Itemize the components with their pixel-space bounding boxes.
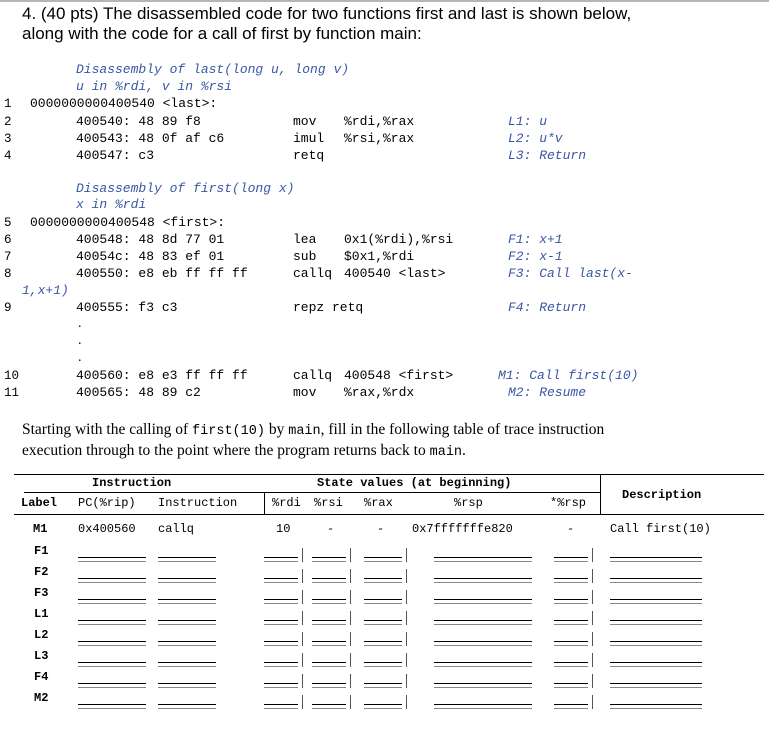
fill-in-blank[interactable] [264, 704, 298, 705]
fill-in-blank-shadow [364, 645, 402, 646]
fill-in-blank-shadow [264, 624, 298, 625]
fill-in-blank[interactable] [78, 641, 146, 642]
header-bottom-rule [14, 514, 764, 515]
column-tick [406, 674, 407, 688]
fill-in-blank[interactable] [312, 683, 346, 684]
code-comment: L1: u [508, 114, 548, 129]
fill-in-blank-shadow [554, 582, 588, 583]
header-vrule [600, 475, 601, 515]
code-comment-wrap: 1,x+1) [22, 283, 69, 298]
header-description: Description [622, 488, 702, 502]
column-tick [350, 548, 351, 562]
fill-in-blank-shadow [610, 582, 702, 583]
fill-in-blank-shadow [554, 645, 588, 646]
fill-in-blank-shadow [434, 582, 532, 583]
fill-in-blank-shadow [610, 666, 702, 667]
fill-in-blank[interactable] [434, 620, 532, 621]
header-rdi: %rdi [272, 496, 301, 510]
fill-in-blank[interactable] [78, 683, 146, 684]
fill-in-blank[interactable] [78, 704, 146, 705]
para-text: , fill in the following table of trace instruction [320, 421, 605, 438]
code-label-last: 0000000000400540 <last>: [30, 96, 218, 111]
fill-in-blank-shadow [312, 645, 346, 646]
fill-in-blank-shadow [434, 561, 532, 562]
para-code: main [429, 445, 463, 460]
fill-in-blank-shadow [554, 708, 588, 709]
fill-in-blank-shadow [158, 708, 216, 709]
fill-in-blank-shadow [78, 624, 146, 625]
fill-in-blank[interactable] [610, 683, 702, 684]
code-address: 400560: e8 e3 ff ff ff [76, 368, 248, 383]
header-state-group: State values (at beginning) [317, 476, 512, 490]
fill-in-blank-shadow [264, 666, 298, 667]
row-label: M1 [33, 522, 48, 536]
code-mnemonic: retq [293, 148, 325, 163]
fill-in-blank-shadow [158, 666, 216, 667]
column-tick [302, 674, 303, 688]
fill-in-blank[interactable] [158, 683, 216, 684]
fill-in-blank-shadow [554, 624, 588, 625]
fill-in-blank[interactable] [364, 557, 402, 558]
fill-in-blank[interactable] [158, 704, 216, 705]
fill-in-blank[interactable] [434, 641, 532, 642]
code-operands: 400540 <last> [344, 266, 446, 281]
column-tick [592, 548, 593, 562]
fill-in-blank-shadow [434, 687, 532, 688]
line-number: 3 [4, 132, 12, 146]
fill-in-blank-shadow [434, 624, 532, 625]
code-comment: M2: Resume [508, 385, 587, 400]
fill-in-blank[interactable] [312, 662, 346, 663]
column-tick [592, 590, 593, 604]
fill-in-blank[interactable] [364, 683, 402, 684]
fill-in-blank-shadow [312, 666, 346, 667]
cell-mem-rsp: - [567, 522, 575, 536]
line-number: 1 [4, 97, 12, 111]
first-disassembly-header: Disassembly of first(long x) [76, 181, 295, 196]
fill-in-blank-shadow [158, 645, 216, 646]
cell-instruction: callq [158, 522, 195, 536]
fill-in-blank-shadow [78, 645, 146, 646]
column-tick [302, 569, 303, 583]
fill-in-blank[interactable] [78, 557, 146, 558]
fill-in-blank-shadow [158, 582, 216, 583]
fill-in-blank[interactable] [554, 599, 588, 600]
fill-in-blank-shadow [78, 666, 146, 667]
fill-in-blank-shadow [364, 603, 402, 604]
fill-in-blank-shadow [364, 561, 402, 562]
fill-in-blank[interactable] [264, 578, 298, 579]
code-mnemonic: mov [293, 114, 317, 129]
cell-rax: - [377, 522, 385, 536]
para-text: Starting with the calling of [22, 421, 193, 438]
code-operands: 0x1(%rdi),%rsi [344, 232, 454, 247]
fill-in-blank[interactable] [78, 620, 146, 621]
column-tick [302, 695, 303, 709]
fill-in-blank-shadow [610, 603, 702, 604]
code-operands: %rsi,%rax [344, 131, 415, 146]
header-vrule [264, 492, 265, 515]
fill-in-blank-shadow [610, 561, 702, 562]
line-number: 10 [4, 369, 20, 383]
fill-in-blank-shadow [554, 561, 588, 562]
ellipsis-dot: . [78, 333, 82, 348]
fill-in-blank[interactable] [264, 557, 298, 558]
fill-in-blank[interactable] [554, 704, 588, 705]
code-operands: $0x1,%rdi [344, 249, 415, 264]
code-operands: 400548 <first> [344, 368, 454, 383]
row-label: F4 [34, 670, 49, 684]
fill-in-blank-shadow [78, 561, 146, 562]
fill-in-blank[interactable] [554, 578, 588, 579]
fill-in-blank[interactable] [610, 704, 702, 705]
header-mid-rule [24, 492, 600, 493]
code-mnemonic: mov [293, 385, 317, 400]
column-tick [406, 569, 407, 583]
fill-in-blank-shadow [364, 582, 402, 583]
para-text: by [264, 421, 289, 438]
fill-in-blank[interactable] [312, 620, 346, 621]
fill-in-blank-shadow [264, 687, 298, 688]
fill-in-blank[interactable] [610, 620, 702, 621]
instructions-paragraph [22, 420, 762, 462]
column-tick [406, 695, 407, 709]
fill-in-blank-shadow [312, 708, 346, 709]
fill-in-blank-shadow [434, 603, 532, 604]
code-comment: M1: Call first(10) [498, 368, 639, 383]
para-code: main [288, 424, 321, 439]
code-address: 40054c: 48 83 ef 01 [76, 249, 225, 264]
fill-in-blank[interactable] [364, 620, 402, 621]
fill-in-blank[interactable] [554, 620, 588, 621]
column-tick [350, 590, 351, 604]
code-address: 400550: e8 eb ff ff ff [76, 266, 248, 281]
column-tick [592, 674, 593, 688]
code-comment: L3: Return [508, 148, 587, 163]
header-instruction: Instruction [158, 496, 238, 510]
fill-in-blank-shadow [312, 624, 346, 625]
fill-in-blank-shadow [158, 624, 216, 625]
fill-in-blank-shadow [364, 708, 402, 709]
code-address: 400548: 48 8d 77 01 [76, 232, 225, 247]
fill-in-blank[interactable] [434, 599, 532, 600]
code-comment: F3: Call last(x- [508, 266, 633, 281]
last-args: u in %rdi, v in %rsi [76, 79, 233, 94]
row-label: L3 [34, 649, 49, 663]
fill-in-blank[interactable] [312, 578, 346, 579]
code-address: 400555: f3 c3 [76, 300, 178, 315]
code-mnemonic: repz retq [293, 300, 364, 315]
column-tick [592, 611, 593, 625]
code-address: 400543: 48 0f af c6 [76, 131, 225, 146]
fill-in-blank[interactable] [312, 599, 346, 600]
last-disassembly-header: Disassembly of last(long u, long v) [76, 62, 350, 77]
column-tick [406, 653, 407, 667]
cell-rsi: - [327, 522, 335, 536]
fill-in-blank[interactable] [158, 599, 216, 600]
fill-in-blank[interactable] [312, 557, 346, 558]
column-tick [302, 590, 303, 604]
fill-in-blank-shadow [364, 666, 402, 667]
para-text: . [462, 442, 466, 459]
column-tick [350, 569, 351, 583]
fill-in-blank-shadow [312, 603, 346, 604]
fill-in-blank[interactable] [434, 683, 532, 684]
code-mnemonic: lea [293, 232, 317, 247]
code-comment: F2: x-1 [508, 249, 563, 264]
first-args: x in %rdi [76, 197, 147, 212]
fill-in-blank-shadow [364, 687, 402, 688]
fill-in-blank-shadow [554, 687, 588, 688]
fill-in-blank-shadow [434, 645, 532, 646]
fill-in-blank[interactable] [264, 620, 298, 621]
fill-in-blank-shadow [610, 708, 702, 709]
fill-in-blank-shadow [610, 624, 702, 625]
code-comment: L2: u*v [508, 131, 563, 146]
fill-in-blank-shadow [312, 687, 346, 688]
code-mnemonic: callq [293, 368, 333, 383]
row-label: M2 [34, 691, 49, 705]
fill-in-blank[interactable] [264, 662, 298, 663]
column-tick [406, 632, 407, 646]
header-rsi: %rsi [314, 496, 343, 510]
column-tick [406, 590, 407, 604]
column-tick [350, 632, 351, 646]
fill-in-blank-shadow [78, 708, 146, 709]
question-line-1: 4. (40 pts) The disassembled code for two functions first and last is shown below, [22, 4, 632, 23]
column-tick [302, 611, 303, 625]
fill-in-blank[interactable] [264, 599, 298, 600]
code-comment: F1: x+1 [508, 232, 563, 247]
para-code: first(10) [192, 424, 265, 439]
column-tick [592, 695, 593, 709]
fill-in-blank[interactable] [78, 662, 146, 663]
line-number: 5 [4, 216, 12, 230]
question-line-2: along with the code for a call of first by function main: [22, 24, 422, 43]
row-label: L1 [34, 607, 49, 621]
header-pc: PC(%rip) [78, 496, 136, 510]
para-text: execution through to the point where the program returns back to [22, 442, 430, 459]
fill-in-blank-shadow [158, 687, 216, 688]
fill-in-blank-shadow [264, 708, 298, 709]
fill-in-blank-shadow [554, 603, 588, 604]
column-tick [406, 548, 407, 562]
fill-in-blank[interactable] [364, 599, 402, 600]
column-tick [350, 611, 351, 625]
fill-in-blank[interactable] [158, 557, 216, 558]
column-tick [350, 674, 351, 688]
fill-in-blank-shadow [312, 582, 346, 583]
ellipsis-dot: . [78, 350, 82, 365]
fill-in-blank-shadow [610, 687, 702, 688]
column-tick [302, 653, 303, 667]
cell-rdi: 10 [276, 522, 291, 536]
column-tick [406, 611, 407, 625]
code-label-first: 0000000000400548 <first>: [30, 215, 226, 230]
fill-in-blank[interactable] [610, 641, 702, 642]
fill-in-blank[interactable] [554, 557, 588, 558]
fill-in-blank[interactable] [610, 557, 702, 558]
fill-in-blank[interactable] [364, 704, 402, 705]
fill-in-blank-shadow [78, 603, 146, 604]
top-border [0, 0, 769, 2]
row-label: F3 [34, 586, 49, 600]
fill-in-blank[interactable] [434, 662, 532, 663]
code-operands: %rax,%rdx [344, 385, 415, 400]
fill-in-blank[interactable] [610, 578, 702, 579]
fill-in-blank[interactable] [158, 662, 216, 663]
column-tick [592, 653, 593, 667]
column-tick [592, 632, 593, 646]
question-text [22, 4, 631, 44]
column-tick [302, 548, 303, 562]
fill-in-blank-shadow [264, 645, 298, 646]
header-label: Label [21, 496, 58, 510]
fill-in-blank-shadow [610, 645, 702, 646]
column-tick [350, 695, 351, 709]
code-operands: %rdi,%rax [344, 114, 415, 129]
fill-in-blank[interactable] [264, 641, 298, 642]
fill-in-blank-shadow [78, 582, 146, 583]
fill-in-blank[interactable] [78, 578, 146, 579]
table-top-rule [14, 474, 764, 475]
header-rsp: %rsp [454, 496, 483, 510]
line-number: 11 [4, 386, 20, 400]
fill-in-blank[interactable] [434, 557, 532, 558]
fill-in-blank[interactable] [434, 704, 532, 705]
fill-in-blank[interactable] [264, 683, 298, 684]
fill-in-blank-shadow [264, 561, 298, 562]
fill-in-blank-shadow [158, 561, 216, 562]
line-number: 8 [4, 267, 12, 281]
code-mnemonic: callq [293, 266, 333, 281]
fill-in-blank[interactable] [554, 683, 588, 684]
fill-in-blank[interactable] [554, 641, 588, 642]
fill-in-blank[interactable] [78, 599, 146, 600]
fill-in-blank-shadow [264, 603, 298, 604]
fill-in-blank[interactable] [610, 599, 702, 600]
cell-pc: 0x400560 [78, 522, 136, 536]
header-rax: %rax [364, 496, 393, 510]
code-address: 400565: 48 89 c2 [76, 385, 201, 400]
header-mem-rsp: *%rsp [550, 496, 587, 510]
fill-in-blank[interactable] [554, 662, 588, 663]
fill-in-blank-shadow [312, 561, 346, 562]
code-address: 400540: 48 89 f8 [76, 114, 201, 129]
code-mnemonic: sub [293, 249, 317, 264]
fill-in-blank[interactable] [158, 578, 216, 579]
fill-in-blank[interactable] [312, 704, 346, 705]
column-tick [350, 653, 351, 667]
fill-in-blank[interactable] [364, 662, 402, 663]
row-label: L2 [34, 628, 49, 642]
header-instruction-group: Instruction [92, 476, 172, 490]
fill-in-blank-shadow [434, 666, 532, 667]
row-label: F1 [34, 544, 49, 558]
fill-in-blank[interactable] [158, 620, 216, 621]
line-number: 2 [4, 115, 12, 129]
fill-in-blank-shadow [554, 666, 588, 667]
column-tick [592, 569, 593, 583]
line-number: 9 [4, 301, 12, 315]
fill-in-blank-shadow [434, 708, 532, 709]
fill-in-blank[interactable] [364, 578, 402, 579]
fill-in-blank[interactable] [364, 641, 402, 642]
fill-in-blank[interactable] [312, 641, 346, 642]
fill-in-blank[interactable] [158, 641, 216, 642]
code-comment: F4: Return [508, 300, 587, 315]
fill-in-blank-shadow [78, 687, 146, 688]
code-address: 400547: c3 [76, 148, 155, 163]
line-number: 6 [4, 233, 12, 247]
fill-in-blank-shadow [264, 582, 298, 583]
ellipsis-dot: . [78, 316, 82, 331]
cell-rsp: 0x7fffffffe820 [412, 522, 513, 536]
row-label: F2 [34, 565, 49, 579]
fill-in-blank[interactable] [610, 662, 702, 663]
fill-in-blank-shadow [158, 603, 216, 604]
cell-description: Call first(10) [610, 522, 711, 536]
column-tick [302, 632, 303, 646]
line-number: 7 [4, 250, 12, 264]
fill-in-blank[interactable] [434, 578, 532, 579]
code-mnemonic: imul [293, 131, 325, 146]
line-number: 4 [4, 149, 12, 163]
fill-in-blank-shadow [364, 624, 402, 625]
